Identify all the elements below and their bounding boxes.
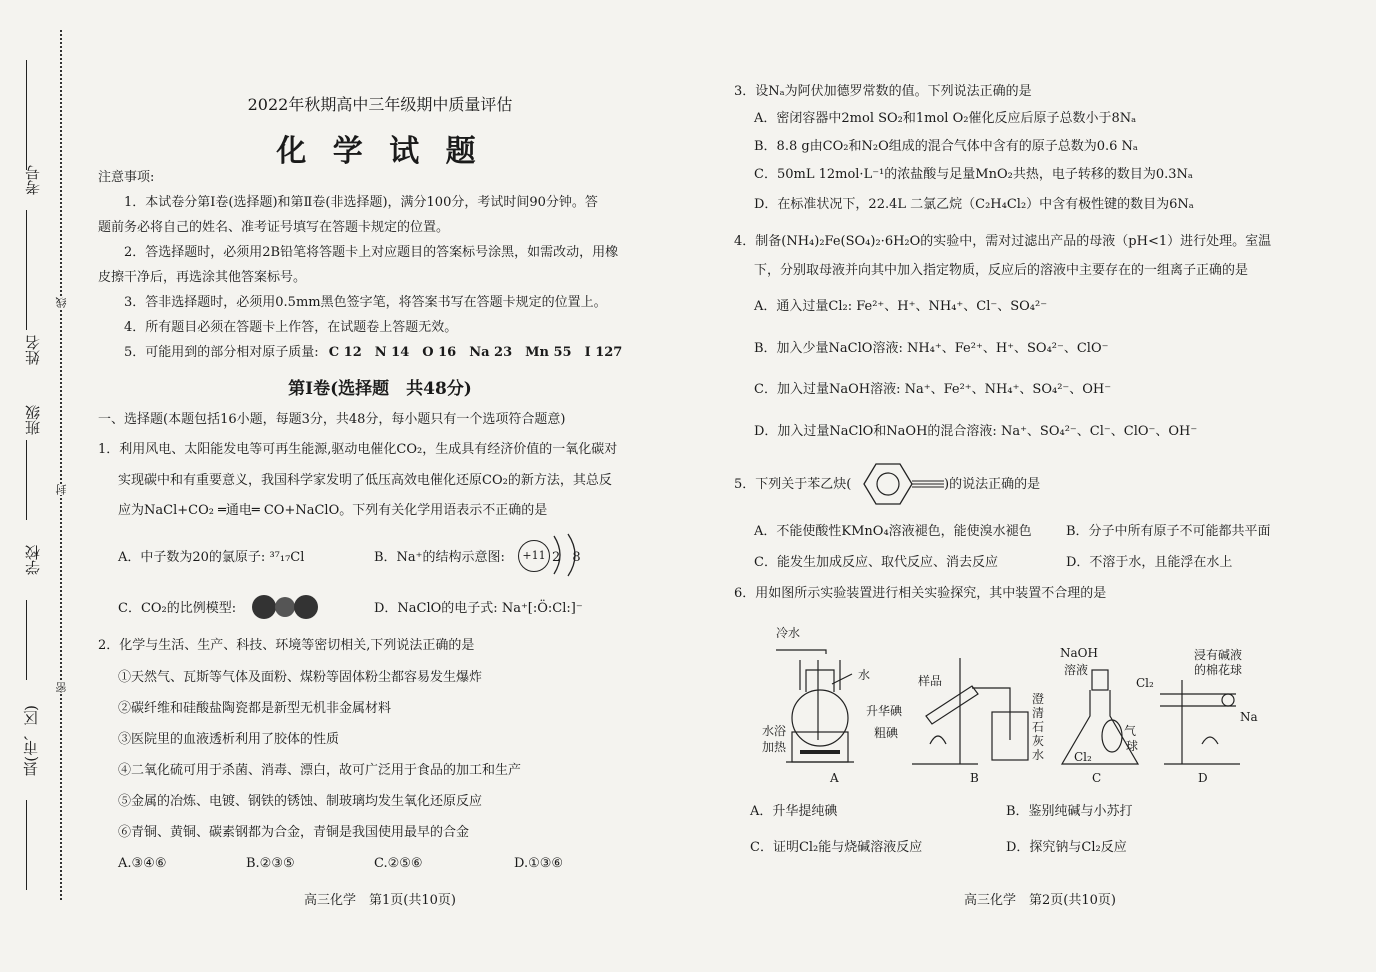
q2-item: ④二氧化硫可用于杀菌、消毒、漂白，故可广泛用于食品的加工和生产 [118, 763, 522, 778]
q2-item: ①天然气、瓦斯等气体及面粉、煤粉等固体粉尘都容易发生爆炸 [118, 670, 483, 685]
margin-label-name: 姓名 [24, 335, 42, 365]
q2-item: ②碳纤维和硅酸盐陶瓷都是新型无机非金属材料 [118, 701, 392, 716]
q3-stem: 3．设Nₐ为阿伏加德罗常数的值。下列说法正确的是 [734, 84, 1032, 99]
q3-option-c: C．50mL 12mol·L⁻¹的浓盐酸与足量MnO₂共热，电子转移的数目为0.3Nₐ [754, 167, 1193, 182]
label-sample: 样品 [918, 674, 943, 688]
margin-label-exam-number: 考号 [24, 165, 42, 195]
q1-line: 应为NaCl+CO₂ ═通电═ CO+NaClO。下列有关化学用语表示不正确的是 [118, 503, 548, 518]
q2-option: A.③④⑥ [118, 856, 167, 871]
q3-option-d: D．在标准状况下，22.4L 二氯乙烷（C₂H₄Cl₂）中含有极性键的数目为6Nₐ [754, 197, 1194, 212]
q6-option-d: D．探究钠与Cl₂反应 [1006, 840, 1127, 855]
q6-stem: 6．用如图所示实验装置进行相关实验探究，其中装置不合理的是 [734, 586, 1107, 601]
q3-option-b: B．8.8 g由CO₂和N₂O组成的混合气体中含有的原子总数为0.6 Nₐ [754, 139, 1138, 154]
label-limewater: 水 [1032, 748, 1045, 762]
label-naoh: NaOH [1060, 646, 1098, 660]
margin-label-class: 班级 [24, 405, 42, 435]
seal-mark-seal: 封 [55, 484, 68, 495]
apparatus-d [1160, 680, 1240, 764]
page-footer-2: 高三化学 第2页(共10页) [964, 893, 1116, 908]
apparatus-label-c: C [1092, 771, 1102, 785]
page-footer-1: 高三化学 第1页(共10页) [304, 893, 456, 908]
label-alkali-cotton: 浸有碱液 [1194, 648, 1243, 662]
label-limewater: 灰 [1032, 734, 1045, 748]
label-sodium: Na [1240, 710, 1258, 724]
label-solution: 溶液 [1064, 663, 1089, 677]
atomic-masses: C 12 N 14 O 16 Na 23 Mn 55 I 127 [328, 345, 623, 360]
margin-rule [26, 600, 27, 680]
label-balloon: 球 [1126, 739, 1139, 753]
section-title: 第Ⅰ卷(选择题 共48分) [288, 379, 472, 399]
q6-option-c: C．证明Cl₂能与烧碱溶液反应 [750, 840, 923, 855]
margin-label-county: 县(市、区) [22, 705, 40, 777]
section-note: 一、选择题(本题包括16小题，每题3分，共48分，每小题只有一个选项符合题意) [98, 412, 566, 427]
notice-line: 1．本试卷分第Ⅰ卷(选择题)和第Ⅱ卷(非选择题)，满分100分，考试时间90分钟。答 [124, 195, 598, 210]
q2-option: D.①③⑥ [514, 856, 564, 871]
label-sublimed-iodine: 升华碘 [866, 704, 903, 718]
q5-stem-suffix: )的说法正确的是 [944, 477, 1041, 492]
q3-option-a: A．密闭容器中2mol SO₂和1mol O₂催化反应后原子总数小于8Nₐ [754, 111, 1137, 126]
label-limewater: 澄 [1032, 692, 1045, 706]
notice-title: 注意事项: [98, 170, 155, 185]
q5-stem-prefix: 5．下列关于苯乙炔( [734, 477, 852, 492]
label-cl2-tube: Cl₂ [1136, 676, 1154, 690]
notice-line [124, 345, 622, 361]
label-crude-iodine: 粗碘 [874, 726, 899, 740]
margin-rule [26, 800, 27, 890]
q4-line: 下，分别取母液并向其中加入指定物质，反应后的溶液中主要存在的一组离子正确的是 [754, 263, 1249, 278]
label-cl2-flask: Cl₂ [1074, 750, 1092, 764]
q1-line: 1．利用风电、太阳能发电等可再生能源,驱动电催化CO₂，生成具有经济价值的一氧化碳对 [98, 442, 618, 457]
q1-option-c: C．CO₂的比例模型: [118, 601, 237, 616]
phenylacetylene-structure [852, 458, 948, 510]
apparatus-a [776, 650, 854, 762]
notice-line: 2．答选择题时，必须用2B铅笔将答题卡上对应题目的答案标号涂黑，如需改动，用橡 [124, 245, 619, 260]
notice-5-prefix: 5．可能用到的部分相对原子质量: [124, 345, 319, 360]
q4-option-a: A．通入过量Cl₂: Fe²⁺、H⁺、NH₄⁺、Cl⁻、SO₄²⁻ [754, 299, 1048, 314]
notice-line: 皮擦干净后，再选涂其他答案标号。 [98, 270, 307, 285]
label-water: 水 [858, 668, 871, 682]
q4-option-b: B．加入少量NaClO溶液: NH₄⁺、Fe²⁺、H⁺、SO₄²⁻、ClO⁻ [754, 341, 1109, 356]
label-limewater: 清 [1032, 706, 1045, 720]
q5-option-b: B．分子中所有原子不可能都共平面 [1066, 524, 1271, 539]
q2-stem: 2．化学与生活、生产、科技、环境等密切相关,下列说法正确的是 [98, 638, 475, 653]
q4-line: 4．制备(NH₄)₂Fe(SO₄)₂·6H₂O的实验中，需对过滤出产品的母液（pH<1）进行处理。室温 [734, 234, 1272, 249]
q2-item: ⑥青铜、黄铜、碳素钢都为合金，青铜是我国使用最早的合金 [118, 825, 470, 840]
notice-line: 4．所有题目必须在答题卡上作答，在试题卷上答题无效。 [124, 320, 458, 335]
q6-option-b: B．鉴别纯碱与小苏打 [1006, 804, 1133, 819]
exam-title: 化 学 试 题 [276, 134, 484, 169]
q1-option-b: B．Na⁺的结构示意图: [374, 550, 505, 565]
label-heating: 加热 [762, 740, 787, 754]
q1-line: 实现碳中和有重要意义，我国科学家发明了低压高效电催化还原CO₂的新方法，其总反 [118, 473, 612, 488]
exam-header: 2022年秋期高中三年级期中质量评估 [247, 95, 513, 114]
q2-item: ③医院里的血液透析利用了胶体的性质 [118, 732, 340, 747]
q2-option: C.②⑤⑥ [374, 856, 423, 871]
q6-option-a: A．升华提纯碘 [750, 804, 838, 819]
margin-label-school: 学校 [24, 545, 42, 575]
margin-rule [26, 210, 27, 330]
sodium-ion-nucleus: +11 [518, 540, 550, 572]
q4-option-d: D．加入过量NaClO和NaOH的混合溶液: Na⁺、SO₄²⁻、Cl⁻、ClO⁻、OH⁻ [754, 424, 1198, 439]
q1-option-d: D．NaClO的电子式: Na⁺[:Ö:Cl:]⁻ [374, 601, 583, 616]
margin-rule [26, 440, 27, 520]
q5-option-a: A．不能使酸性KMnO₄溶液褪色，能使溴水褪色 [754, 524, 1032, 539]
apparatus-label-d: D [1198, 771, 1208, 785]
label-cold-water: 冷水 [776, 626, 801, 640]
notice-line: 题前务必将自己的姓名、准考证号填写在答题卡规定的位置。 [98, 220, 450, 235]
apparatus-label-b: B [970, 771, 979, 785]
q2-item: ⑤金属的冶炼、电镀、钢铁的锈蚀、制玻璃均发生氧化还原反应 [118, 794, 483, 809]
electron-shells: 2 8 [552, 550, 585, 565]
label-water-bath: 水浴 [762, 724, 787, 738]
seal-mark-line: 线 [55, 297, 68, 308]
label-limewater: 石 [1032, 720, 1045, 734]
notice-line: 3．答非选择题时，必须用0.5mm黑色签字笔，将答案书写在答题卡规定的位置上。 [124, 295, 607, 310]
apparatus-label-a: A [830, 771, 839, 785]
q5-option-d: D．不溶于水，且能浮在水上 [1066, 555, 1233, 570]
q4-option-c: C．加入过量NaOH溶液: Na⁺、Fe²⁺、NH₄⁺、SO₄²⁻、OH⁻ [754, 382, 1112, 397]
seal-mark-secret: 密 [55, 682, 68, 693]
apparatus-diagrams [740, 640, 1260, 788]
co2-space-filling-model [250, 592, 320, 622]
label-balloon: 气 [1124, 724, 1137, 738]
q2-option: B.②③⑤ [246, 856, 295, 871]
q5-option-c: C．能发生加成反应、取代反应、消去反应 [754, 555, 998, 570]
q1-option-a: A．中子数为20的氯原子: ³⁷₁₇Cl [118, 550, 305, 565]
label-alkali-cotton: 的棉花球 [1194, 663, 1243, 677]
